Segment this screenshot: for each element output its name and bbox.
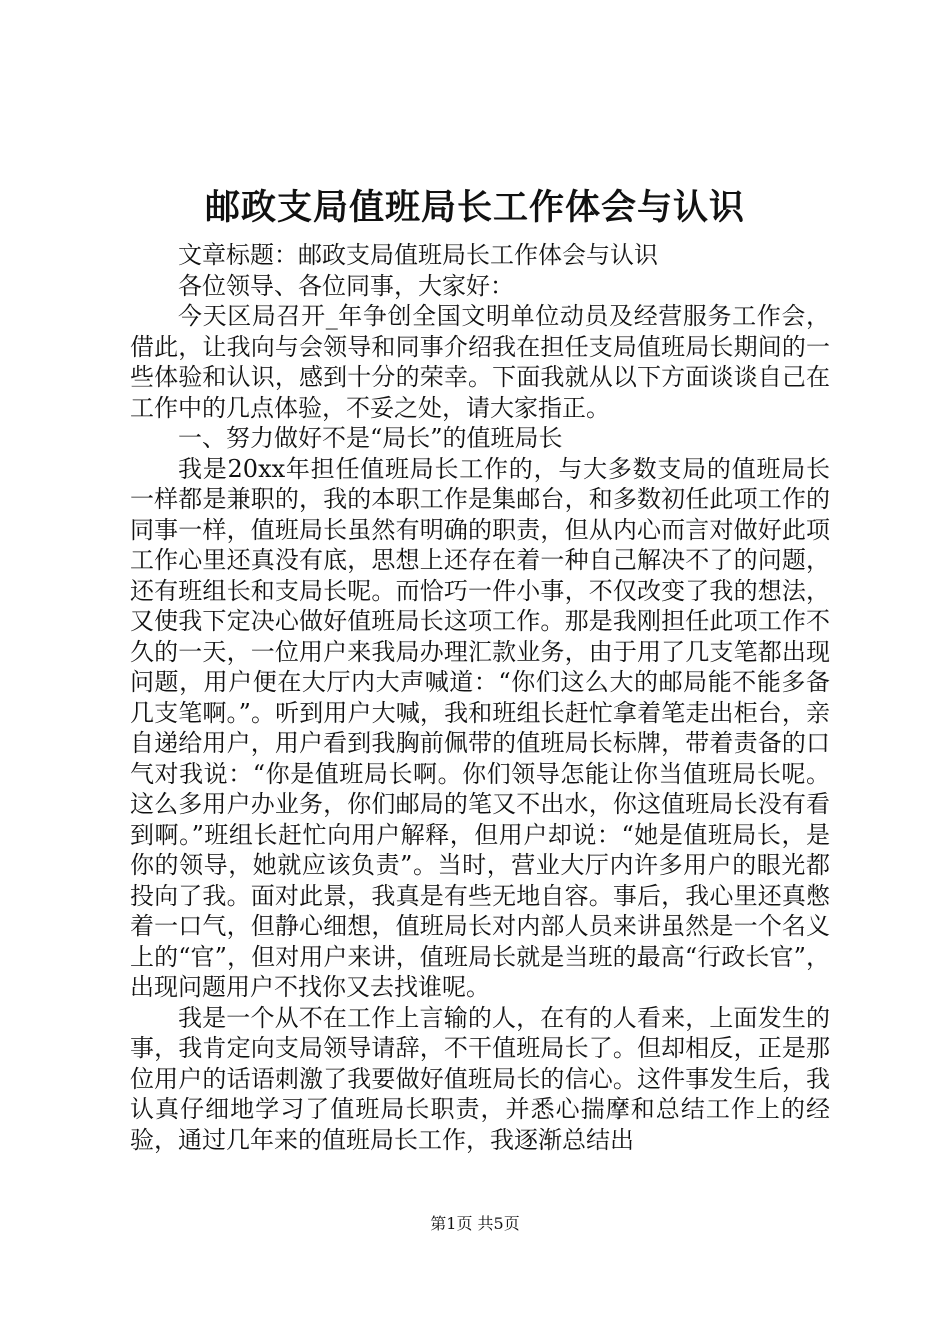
page-number-footer: 第1页 共5页	[430, 1214, 520, 1233]
paragraph-story: 我是20xx年担任值班局长工作的，与大多数支局的值班局长一样都是兼职的，我的本职工作是集邮台，和多数初任此项工作的同事一样，值班局长虽然有明确的职责，但从内心而言对做好此项工作心里还真没有底，思想上还存在着一种自己解决不了的问题，还有班组长和支局长呢。而恰巧一件小事，不仅改变了我的想法，又使我下定决心做好值班局长这项工作。那是我刚担任此项工作不久的一天，一位用户来我局办理汇款业务，由于用了几支笔都出现问题，用户便在大厅内大声喊道：“你们这么大的邮局能不能多备几支笔啊。”。听到用户大喊，我和班组长赶忙拿着笔走出柜台，亲自递给用户，用户看到我胸前佩带的值班局长标牌，带着责备的口气对我说：“你是值班局长啊。你们领导怎能让你当值班局长呢。这么多用户办业务，你们邮局的笔又不出水，你这值班局长没有看到啊。”班组长赶忙向用户解释，但用户却说：“她是值班局长，是你的领导，她就应该负责”。当时，营业大厅内许多用户的眼光都投向了我。面对此景，我真是有些无地自容。事后，我心里还真憋着一口气，但静心细想，值班局长对内部人员来讲虽然是一个名义上的“官”，但对用户来讲，值班局长就是当班的最高“行政长官”，出现问题用户不找你又去找谁呢。	[130, 454, 830, 1001]
paragraph-article-title: 文章标题：邮政支局值班局长工作体会与认识	[178, 241, 658, 269]
section-heading-1: 一、努力做好不是“局长”的值班局长	[178, 424, 563, 452]
document-title: 邮政支局值班局长工作体会与认识	[204, 187, 745, 228]
paragraph-greeting: 各位领导、各位同事，大家好：	[178, 271, 514, 300]
document-body	[130, 240, 830, 1155]
paragraph-intro: 今天区局召开_年争创全国文明单位动员及经营服务工作会，借此，让我向与会领导和同事介绍我在担任支局值班局长期间的一些体验和认识，感到十分的荣幸。下面我就从以下方面谈谈自己在工作中的几点体验，不妥之处，请大家指正。	[130, 302, 830, 422]
paragraph-reflection: 我是一个从不在工作上言输的人，在有的人看来，上面发生的事，我肯定向支局领导请辞，不干值班局长了。但却相反，正是那位用户的话语刺激了我要做好值班局长的信心。这件事发生后，我认真仔细地学习了值班局长职责，并悉心揣摩和总结工作上的经验，通过几年来的值班局长工作，我逐渐总结出	[130, 1003, 830, 1154]
